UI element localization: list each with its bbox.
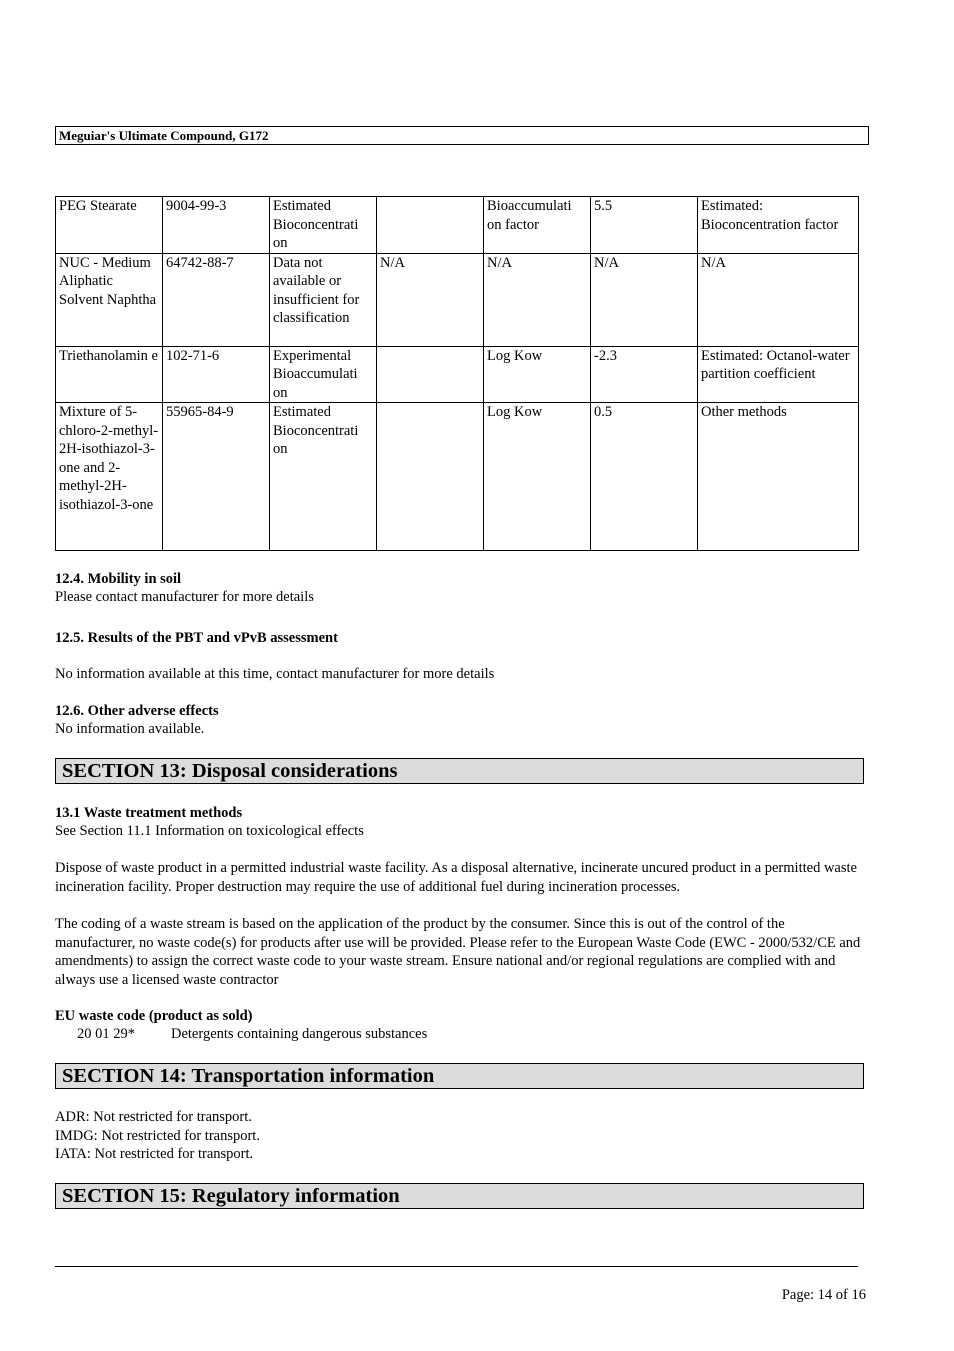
table-cell: PEG Stearate [56,197,163,254]
section-15-title: SECTION 15: Regulatory information [55,1183,864,1209]
table-cell: 0.5 [591,403,698,551]
table-cell: 64742-88-7 [163,253,270,346]
table-cell: Mixture of 5-chloro-2-methyl-2H-isothiazol-3-one and 2-methyl-2H-isothiazol-3-one [56,403,163,551]
table-cell: Log Kow [484,403,591,551]
adr-text: ADR: Not restricted for transport. [55,1109,252,1125]
eu-waste-code: 20 01 29* [77,1026,135,1042]
table-cell: 5.5 [591,197,698,254]
footer-divider [55,1266,858,1267]
table-cell: Log Kow [484,346,591,403]
mobility-heading: 12.4. Mobility in soil [55,571,182,587]
section-13-title: SECTION 13: Disposal considerations [55,758,864,784]
waste-coding-paragraph: The coding of a waste stream is based on the application of the product by the consumer. Since this is out of the control of the manufacturer, no waste code(s) for products after use will be provided. Please refer to the European Waste Code (EWC - 2000/532/CE and amendments) to assign the correct waste code to your waste stream. Ensure national and/or regional regulations are complied with and always use a licensed waste contractor [55,916,861,988]
bioaccumulation-table [55,196,859,551]
table-cell: N/A [698,253,859,346]
table-cell: Data not available or insufficient for classification [270,253,377,346]
table-cell: Estimated Bioconcentrati on [270,403,377,551]
waste-treatment-heading: 13.1 Waste treatment methods [55,805,243,821]
table-cell: NUC - Medium Aliphatic Solvent Naphtha [56,253,163,346]
table-cell: Estimated Bioconcentrati on [270,197,377,254]
table-cell: Bioaccumulati on factor [484,197,591,254]
table-cell: Estimated: Octanol-water partition coefficient [698,346,859,403]
table-cell: N/A [484,253,591,346]
iata-text: IATA: Not restricted for transport. [55,1146,254,1162]
table-cell: Estimated: Bioconcentration factor [698,197,859,254]
table-cell: 102-71-6 [163,346,270,403]
table-cell: 9004-99-3 [163,197,270,254]
table-cell: N/A [377,253,484,346]
eu-waste-code-row [55,1025,865,1044]
table-cell: -2.3 [591,346,698,403]
product-header: Meguiar's Ultimate Compound, G172 [55,126,869,145]
table-row [56,197,859,254]
adverse-effects-text: No information available. [55,721,205,737]
table-row [56,403,859,551]
table-cell: Triethanolamin e [56,346,163,403]
table-row [56,253,859,346]
eu-waste-description: Detergents containing dangerous substances [171,1026,428,1042]
table-cell [377,346,484,403]
table-cell [377,403,484,551]
disposal-paragraph: Dispose of waste product in a permitted industrial waste facility. As a disposal alternative, incinerate uncured product in a permitted waste incineration facility. Proper destruction may require the use of additional fuel during incineration processes. [55,860,857,895]
table-cell: Experimental Bioaccumulati on [270,346,377,403]
imdg-text: IMDG: Not restricted for transport. [55,1128,260,1144]
eu-waste-code-heading: EU waste code (product as sold) [55,1008,253,1024]
adverse-effects-heading: 12.6. Other adverse effects [55,703,219,719]
table-row [56,346,859,403]
table-cell: N/A [591,253,698,346]
table-cell: 55965-84-9 [163,403,270,551]
table-cell [377,197,484,254]
mobility-text: Please contact manufacturer for more details [55,589,314,605]
pbt-text: No information available at this time, contact manufacturer for more details [55,666,495,682]
section-14-title: SECTION 14: Transportation information [55,1063,864,1089]
pbt-heading: 12.5. Results of the PBT and vPvB assessment [55,630,338,646]
table-cell: Other methods [698,403,859,551]
waste-treatment-reference: See Section 11.1 Information on toxicological effects [55,823,364,839]
page-number: Page: 14 of 16 [781,1287,866,1303]
